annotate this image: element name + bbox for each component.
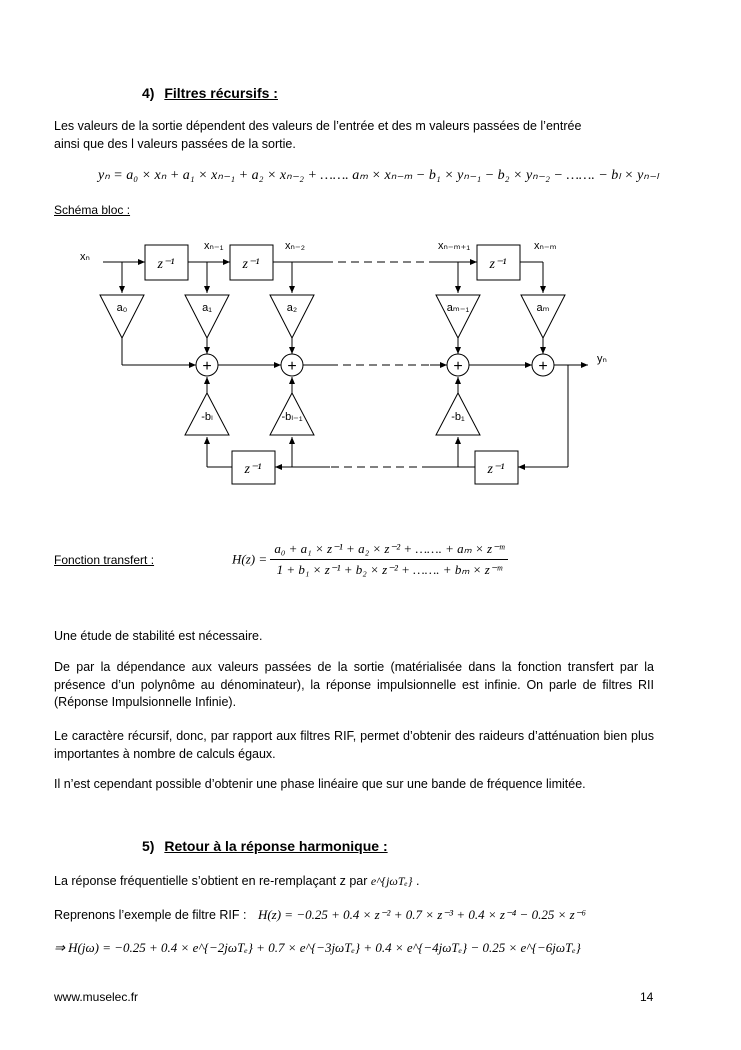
transfer-fraction xyxy=(270,541,508,578)
transfer-function xyxy=(232,541,508,578)
schema-label: Schéma bloc : xyxy=(54,203,131,217)
section-number: 5) xyxy=(142,838,155,854)
input-label: xₙ xyxy=(80,251,90,263)
adder-sign: + xyxy=(202,358,212,375)
delay-label: z⁻¹ xyxy=(157,257,175,272)
gain-a-label: a₂ xyxy=(286,302,298,314)
delay-label: z⁻¹ xyxy=(244,462,262,477)
gain-b-label: -bₗ₋₁ xyxy=(281,411,303,423)
paragraph-rii: De par la dépendance aux valeurs passées de la sortie (matérialisée dans la fonction transfert par la présence d’un polynôme au dénominateur), la réponse impulsionnelle est infinie. On parle de filtres RII (Réponse Impulsionnelle Infinie). xyxy=(54,660,654,709)
output-label: yₙ xyxy=(597,353,607,365)
delay-label: z⁻¹ xyxy=(489,257,507,272)
intro-line-2: ainsi que des l valeurs passées de la sortie. xyxy=(54,136,296,151)
line1-text: La réponse fréquentielle s’obtient en re-remplaçant z par xyxy=(54,874,368,888)
paragraph-phase: Il n’est cependant possible d’obtenir une phase linéaire que sur une bande de fréquence limitée. xyxy=(54,777,586,791)
delay-label: z⁻¹ xyxy=(242,257,260,272)
footer-website: www.muselec.fr xyxy=(54,990,139,1004)
gain-b-label: -bₗ xyxy=(201,411,213,423)
tap-label: xₙ₋ₘ₊₁ xyxy=(438,240,471,252)
line2-expression: H(z) = −0.25 + 0.4 × z⁻² + 0.7 × z⁻³ + 0.4 × z⁻⁴ − 0.25 × z⁻⁶ xyxy=(257,907,587,922)
section-title: Filtres récursifs : xyxy=(164,85,278,101)
line1-expression: e^{jωTₑ} xyxy=(370,874,413,888)
tap-label: xₙ₋₁ xyxy=(204,240,224,252)
section-title: Retour à la réponse harmonique : xyxy=(164,838,388,854)
paragraph-stability: Une étude de stabilité est nécessaire. xyxy=(54,629,263,643)
rif-example-line xyxy=(54,906,704,925)
transfer-numerator: a₀ + a₁ × z⁻¹ + a₂ × z⁻² + ……. + aₘ × z⁻ᵐ xyxy=(270,541,508,560)
frequency-response-line xyxy=(54,873,694,891)
transfer-denominator: 1 + b₁ × z⁻¹ + b₂ × z⁻² + ……. + bₘ × z⁻ᵐ xyxy=(276,562,503,577)
transfer-lhs: H(z) = xyxy=(232,551,268,567)
gain-a-label: aₘ xyxy=(536,302,550,314)
recurrence-equation: yₙ = a₀ × xₙ + a₁ × xₙ₋₁ + a₂ × xₙ₋₂ + ……. aₘ × xₙ₋ₘ − b₁ × yₙ₋₁ − b₂ × yₙ₋₂ − ……. − bₗ × yₙ₋ₗ xyxy=(98,168,659,183)
tap-label: xₙ₋ₘ xyxy=(534,240,557,252)
paragraph-recursive: Le caractère récursif, donc, par rapport aux filtres RIF, permet d’obtenir des raideurs d’atténuation bien plus importantes à nombre de calculs égaux. xyxy=(54,729,654,761)
intro-line-1: Les valeurs de la sortie dépendent des valeurs de l’entrée et des m valeurs passées de l’entrée xyxy=(54,119,582,133)
tap-label: xₙ₋₂ xyxy=(285,240,305,252)
page-number: 14 xyxy=(640,990,654,1004)
adder-sign: + xyxy=(538,358,548,375)
adder-sign: + xyxy=(453,358,463,375)
section-number: 4) xyxy=(142,85,155,101)
line1-end: . xyxy=(415,874,420,888)
gain-b-label: -b₁ xyxy=(451,411,465,423)
section-5-heading xyxy=(142,838,388,854)
hjw-expression: ⇒ H(jω) = −0.25 + 0.4 × e^{−2jωTₑ} + 0.7 × e^{−3jωTₑ} + 0.4 × e^{−4jωTₑ} − 0.25 × e^{−6jωTₑ} xyxy=(54,940,581,955)
delay-label: z⁻¹ xyxy=(487,462,505,477)
gain-a-label: a₀ xyxy=(116,302,128,314)
gain-a-label: a₁ xyxy=(202,302,212,314)
adder-sign: + xyxy=(287,358,297,375)
transfer-label: Fonction transfert : xyxy=(54,553,155,567)
line2-text: Reprenons l’exemple de filtre RIF : xyxy=(54,908,247,922)
gain-a-label: aₘ₋₁ xyxy=(446,302,470,314)
